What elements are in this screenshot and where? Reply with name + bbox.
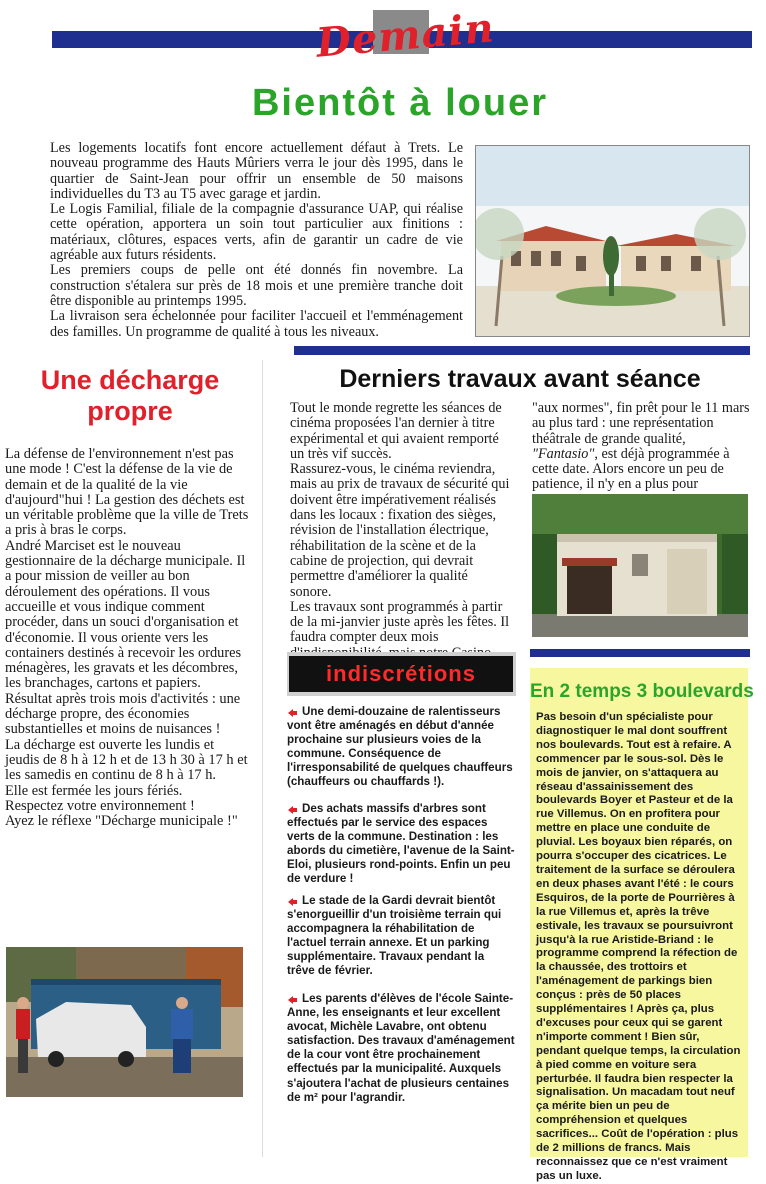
travaux-paragraph: Rassurez-vous, le cinéma reviendra, mais au prix de travaux de sécurité qui doivent être impérativement réalisés dans les locaux : fixation des sièges, révision de l'installation électrique, réhabilitation de la scène et de la cabine de projection, qui devrait permettre d'améliorer la qualité sonore.	[290, 461, 510, 600]
decharge-text	[5, 447, 249, 829]
hand-pointer-icon	[287, 994, 298, 1003]
column-divider	[262, 360, 263, 1157]
page-title: Bientôt à louer	[251, 82, 549, 124]
decharge-title-line1: Une décharge	[40, 365, 220, 395]
intro-paragraph: Le Logis Familial, filiale de la compagnie d'assurance UAP, qui réalise cette opération, apportera un soin tout particulier aux finitions : matériaux, clôtures, espaces verts, afin de garantir un cadre de vie agréable aux futurs résidents.	[50, 201, 463, 264]
boulevards-text: Pas besoin d'un spécialiste pour diagnostiquer le mal dont souffrent nos boulevards. Tout est à refaire. A commencer par le sous-sol. Dès le mois de janvier, on s'attaquera au réseau d'assainissement des boulevards Boyer et Pasteur et de la rue Villemus. On en profitera pour mettre en place une conduite de pluvial. Les boyaux bien réparés, on pourra s'occuper des cicatrices. Le traitement de la surface se déroulera en deux phases avant l'été : le cours Esquiros, de la porte de Pourrières à la rue Villemus et, après la trêve estivale, les travaux se poursuivront jusqu'à la rue Aristide-Briand : le programme comprend la réfection de la chaussée, des trottoirs et l'aménagement de parkings bien conçus : près de 50 places supplémentaires ! Après ça, plus d'excuses pour ceux qui se garent n'importe comment ! Bien sûr, pendant quelque temps, la circulation à pied comme en voiture sera perturbée. Il faudra bien respecter la signalisation. Un macadam tout neuf ça mérite bien un peu de compréhension et quelques sacrifices... Coût de l'opération : plus de 2 millions de francs. Mais reconnaissez que ce n'est vraiment pas un luxe.	[536, 711, 741, 1182]
decharge-paragraph: Respectez votre environnement !	[5, 797, 195, 814]
indiscretion-text: Une demi-douzaine de ralentisseurs vont être aménagés en début d'année prochaine sur plusieurs voies de la commune. Conséquence de l'irresponsabilité de quelques chauffeurs (chauffeurs ou chauffards !).	[287, 705, 513, 789]
boulevards-title: En 2 temps 3 boulevards	[530, 681, 754, 702]
list-item	[287, 705, 515, 802]
travaux-col2-text-a: "aux normes", fin prêt pour le 11 mars au plus tard : une représentation théâtrale de grande qualité,	[532, 400, 750, 447]
section-band	[294, 346, 750, 355]
decharge-paragraph: Elle est fermée les jours fériés.	[5, 782, 183, 799]
housing-illustration	[475, 145, 750, 337]
travaux-paragraph: Les travaux sont programmés à partir de la mi-janvier juste après les fêtes. Il faudra compter deux mois	[290, 598, 510, 646]
decharge-title	[5, 365, 255, 427]
intro-text	[50, 141, 463, 340]
indiscretions-title: indiscrétions	[289, 656, 513, 692]
indiscretion-text: Les parents d'élèves de l'école Sainte-Anne, les enseignants et leur excellent avocat, Michèle Lavabre, ont obtenu satisfaction. Des travaux d'aménagement de la cour vont être prochainement effectués par la municipalité. Auxquels s'ajoutera l'achat de plusieurs centaines de m² pour l'agrandir.	[287, 992, 515, 1104]
indiscretion-text: Le stade de la Gardi devrait bientôt s'enorgueillir d'un troisième terrain qui accompagnera la réhabilitation de l'actuel terrain annexe. Et un parking supplémentaire. Travaux pendant la trêve de février.	[287, 894, 502, 978]
intro-paragraph: Les premiers coups de pelle ont été donnés fin novembre. La construction s'étalera sur près de 18 mois et une première tranche doit être disponible au printemps 1995.	[50, 262, 463, 309]
travaux-col2-text-b: , est déjà programmée à cette date. Alors encore un peu de patience, il n'y en a plus pour	[532, 445, 730, 493]
cinema-photo	[532, 494, 748, 637]
decharge-photo	[6, 947, 243, 1097]
decharge-paragraph: Ayez le réflexe "Décharge municipale !"	[5, 813, 238, 830]
decharge-paragraph: La décharge est ouverte les lundis et jeudis de 8 h à 12 h et de 13 h 30 à 17 h et les samedis en continu de 8 h à 17 h.	[5, 736, 248, 784]
travaux-paragraph: Tout le monde regrette les séances de cinéma proposées l'an dernier à titre expérimental et qui avaient remporté un très vif succès.	[290, 400, 502, 462]
list-item	[287, 894, 515, 992]
hand-pointer-icon	[287, 707, 298, 716]
decharge-paragraph: André Marciset est le nouveau gestionnaire de la décharge municipale. Il a pour mission de veiller au bon déroulement des opérations. Il vous accueille et vous indique comment procéder, dans un souci d'organisation et d'économie. Il vous oriente vers les containers destinés à recevoir les ordures ménagères, les gravats et les décombres, les branchages, cartons et papiers.	[5, 537, 246, 692]
decharge-paragraph: Résultat après trois mois d'activités : une décharge propre, des économies substantielles et moins de nuisances !	[5, 690, 241, 738]
list-item	[287, 802, 515, 894]
section-title: Demain	[314, 4, 497, 67]
hand-pointer-icon	[287, 804, 298, 813]
travaux-title: Derniers travaux avant séance	[339, 365, 701, 393]
decharge-paragraph: La défense de l'environnement n'est pas une mode ! C'est la défense de la vie de demain et de la qualité de la vie d'aujourd"hui ! La gestion des déchets est un véritable problème que la ville de Trets a pris à bras le corps.	[5, 446, 249, 539]
travaux-col1	[290, 401, 512, 676]
decharge-title-line2: propre	[87, 396, 173, 426]
intro-paragraph: La livraison sera échelonnée pour faciliter l'accueil et l'emménagement des familles. Un programme de qualité à tous les niveaux.	[50, 308, 463, 340]
indiscretions-list	[287, 705, 515, 1105]
hand-pointer-icon	[287, 896, 298, 905]
boulevards-band	[530, 649, 750, 657]
travaux-col2	[532, 401, 750, 508]
intro-paragraph: Les logements locatifs font encore actuellement défaut à Trets. Le nouveau programme des Hauts Mûriers verra le jour dès 1995, dans le quartier de Saint-Jean pour offrir un ensemble de 50 maisons individuelles du T3 au T5 avec garage et jardin.	[50, 140, 463, 202]
list-item	[287, 992, 515, 1105]
travaux-col2-italic: "Fantasio"	[532, 445, 595, 462]
indiscretion-text: Des achats massifs d'arbres sont effectués par le service des espaces verts de la commune. Destination : les abords du cimetière, l'avenue de la Saint-Eloi, plusieurs rond-points. Enfin un peu de verdure !	[287, 802, 515, 886]
